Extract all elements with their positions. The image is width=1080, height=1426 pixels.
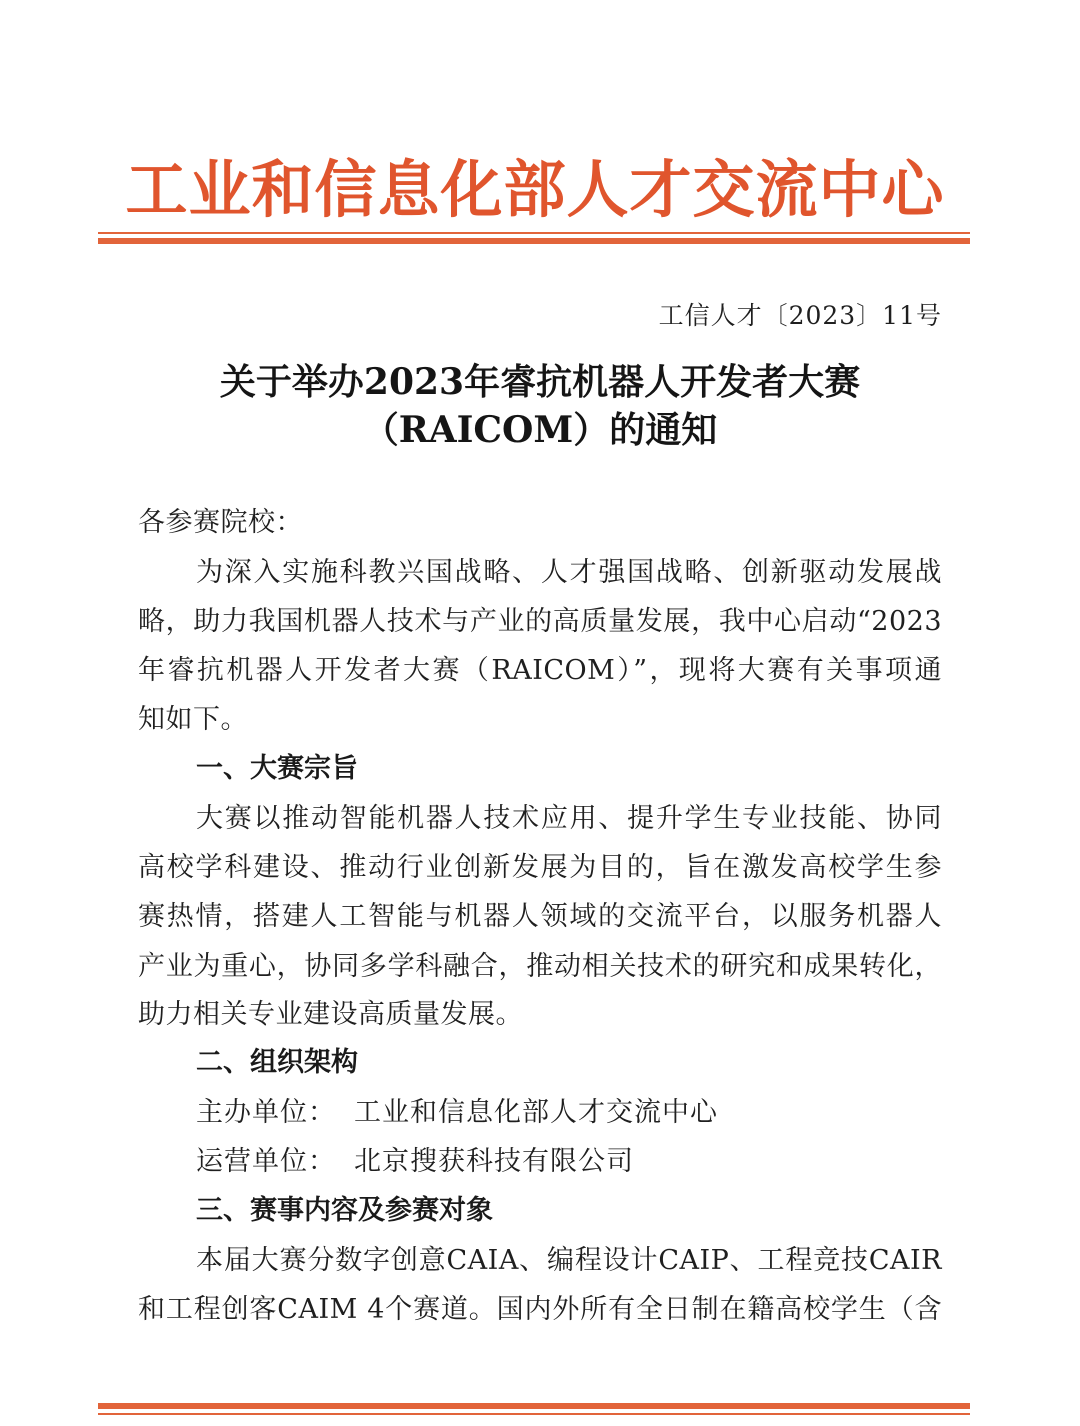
- salutation: 各参赛院校：: [138, 507, 303, 538]
- host-unit-label: 主办单位：: [196, 1097, 336, 1128]
- intro-line: 年睿抗机器人开发者大赛（RAICOM）”，现将大赛有关事项通: [138, 655, 942, 686]
- header-rule-top: [98, 232, 970, 234]
- intro-line: 知如下。: [138, 704, 248, 735]
- intro-line: 略，助力我国机器人技术与产业的高质量发展，我中心启动“2023: [138, 606, 942, 637]
- footer-rule-bottom: [98, 1413, 970, 1415]
- content-line: 本届大赛分数字创意CAIA、编程设计CAIP、工程竞技CAIR: [196, 1245, 942, 1276]
- section-heading-organization: 二、组织架构: [196, 1047, 358, 1078]
- intro-line: 为深入实施科教兴国战略、人才强国战略、创新驱动发展战: [196, 557, 942, 588]
- section-heading-purpose: 一、大赛宗旨: [196, 753, 358, 784]
- purpose-line: 助力相关专业建设高质量发展。: [138, 999, 523, 1030]
- purpose-line: 赛热情，搭建人工智能与机器人领域的交流平台，以服务机器人: [138, 901, 942, 932]
- host-unit-value: 工业和信息化部人才交流中心: [354, 1097, 718, 1128]
- document-title-line-1: 关于举办2023年睿抗机器人开发者大赛: [219, 361, 861, 403]
- purpose-line: 产业为重心，协同多学科融合，推动相关技术的研究和成果转化，: [138, 951, 942, 982]
- purpose-line: 高校学科建设、推动行业创新发展为目的，旨在激发高校学生参: [138, 852, 942, 883]
- section-heading-content: 三、赛事内容及参赛对象: [196, 1195, 493, 1226]
- organization-header: 工业和信息化部人才交流中心: [125, 153, 945, 226]
- header-rule-bottom: [98, 238, 970, 244]
- document-title-line-2: （RAICOM）的通知: [362, 409, 718, 451]
- footer-rule-top: [98, 1403, 970, 1409]
- content-line: 和工程创客CAIM 4个赛道。国内外所有全日制在籍高校学生（含: [138, 1294, 942, 1325]
- purpose-line: 大赛以推动智能机器人技术应用、提升学生专业技能、协同: [196, 803, 942, 834]
- host-unit-row: [196, 1096, 718, 1130]
- operator-unit-row: [196, 1145, 634, 1179]
- operator-unit-label: 运营单位：: [196, 1146, 336, 1177]
- document-number: 工信人才〔2023〕11号: [658, 301, 942, 330]
- operator-unit-value: 北京搜获科技有限公司: [354, 1146, 634, 1177]
